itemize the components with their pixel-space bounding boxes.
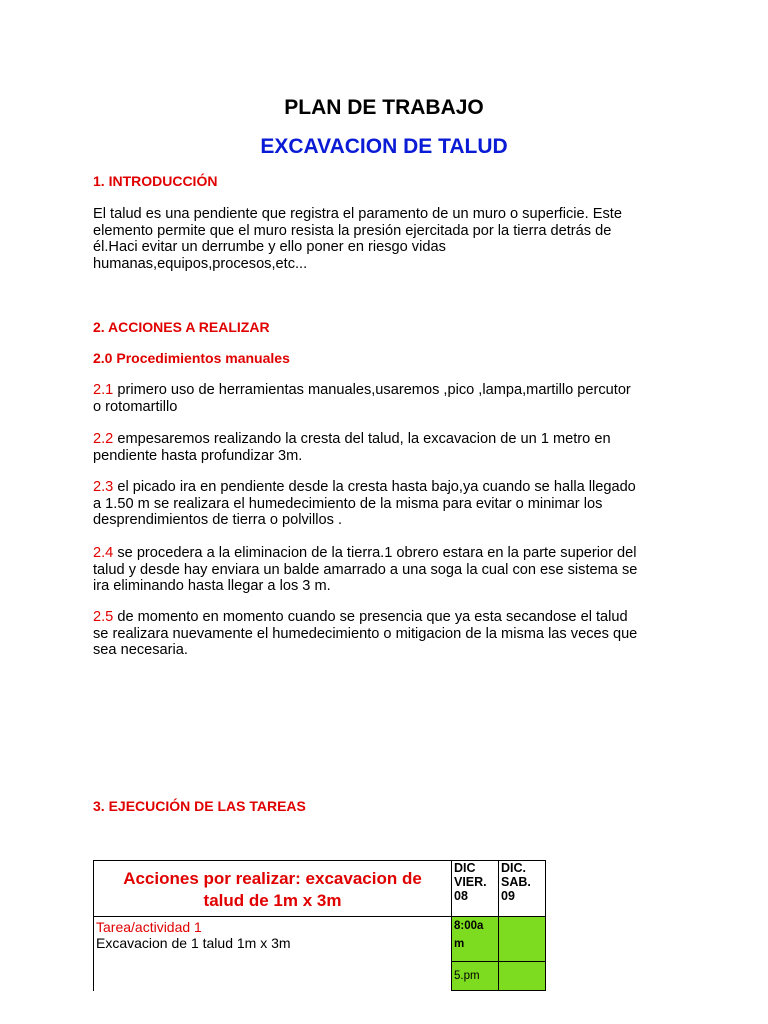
item-text: de momento en momento cuando se presencia que ya esta secandose el talud [113,609,628,625]
day-weekday: SAB. [501,875,531,889]
page-subtitle: EXCAVACION DE TALUD [260,135,508,158]
day-column-header-saturday [499,861,546,917]
procedure-item-2-1 [93,382,693,415]
item-text: se realizara nuevamente el humedecimiento o mitigacion de la misma las veces que [93,625,638,642]
procedimientos-subheading: 2.0 Procedimientos manuales [93,350,290,366]
actions-header-line: Acciones por realizar: excavacion de [123,868,422,888]
intro-line: El talud es una pendiente que registra el paramento de un muro o superficie. Este [93,206,622,222]
task-label: Tarea/actividad 1 [96,919,202,935]
item-text: sea necesaria. [93,642,188,659]
end-time-cell: 5.pm [452,962,499,991]
day-column-header-friday [452,861,499,917]
intro-line: humanas,equipos,procesos,etc... [93,255,308,272]
saturday-cell [499,917,546,962]
task-cell [94,917,452,991]
item-number: 2.3 [93,479,114,495]
day-number: 09 [501,889,515,903]
item-text: a 1.50 m se realizara el humedecimiento de la misma para evitar o minimar los [93,495,603,512]
procedure-item-2-3 [93,479,693,529]
ejecucion-heading: 3. EJECUCIÓN DE LAS TAREAS [93,798,306,814]
intro-heading: 1. INTRODUCCIÓN [93,173,218,189]
item-number: 2.2 [93,431,114,447]
actions-header-cell [94,861,452,917]
procedure-item-2-2 [93,431,693,464]
item-text: se procedera a la eliminacion de la tierra.1 obrero estara en la parte superior del [113,545,637,561]
table-row [94,917,546,962]
procedure-item-2-5 [93,609,693,659]
page-title: PLAN DE TRABAJO [284,96,484,119]
item-number: 2.4 [93,545,114,561]
start-time-line: 8:00a [454,920,484,932]
day-weekday: VIER. [454,875,487,889]
item-text: desprendimientos de tierra o polvillos . [93,512,343,529]
item-number: 2.5 [93,609,114,625]
day-month: DIC [454,861,476,875]
item-text: el picado ira en pendiente desde la cresta hasta bajo,ya cuando se halla llegado [113,479,636,495]
table-header-row [94,861,546,917]
intro-line: él.Haci evitar un derrumbe y ello poner en riesgo vidas [93,239,446,256]
actions-header-line: talud de 1m x 3m [203,890,342,910]
saturday-cell [499,962,546,991]
task-description: Excavacion de 1 talud 1m x 3m [96,935,291,951]
start-time-cell [452,917,499,962]
item-text: o rotomartillo [93,398,178,415]
item-text: ira eliminando hasta llegar a los 3 m. [93,578,331,595]
intro-paragraph [93,206,693,272]
item-text: talud y desde hay enviara un balde amarrado a una soga la cual con ese sistema se [93,561,638,578]
start-time-line: m [454,938,465,950]
intro-line: elemento permite que el muro resista la presión ejercitada por la tierra detrás de [93,222,612,239]
day-month: DIC. [501,861,526,875]
acciones-heading: 2. ACCIONES A REALIZAR [93,319,270,335]
item-number: 2.1 [93,382,114,398]
item-text: empesaremos realizando la cresta del talud, la excavacion de un 1 metro en [113,431,611,447]
schedule-table [93,860,546,991]
day-number: 08 [454,889,468,903]
item-text: primero uso de herramientas manuales,usaremos ,pico ,lampa,martillo percutor [113,382,631,398]
procedure-item-2-4 [93,545,693,595]
item-text: pendiente hasta profundizar 3m. [93,447,303,464]
